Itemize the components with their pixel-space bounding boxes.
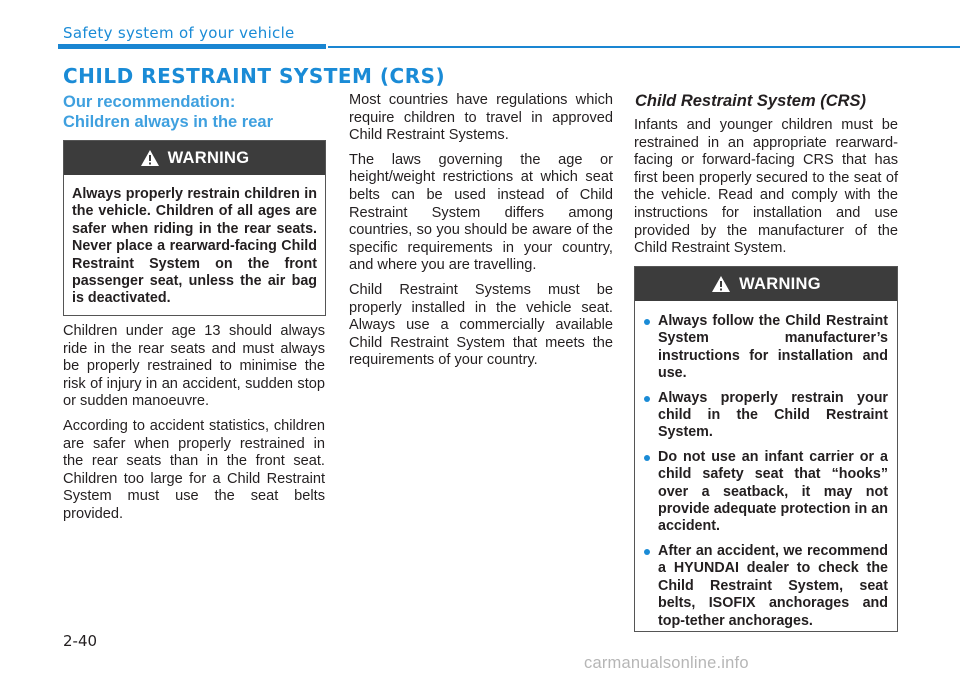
warning-box-crs — [634, 266, 898, 632]
subheading-line-2: Children always in the rear — [63, 113, 273, 131]
warning-header — [635, 267, 897, 301]
section-label: Safety system of your vehicle — [63, 24, 295, 42]
paragraph: The laws governing the age or height/weight restrictions at which seat belts can be used instead of Child Restraint System differs among countries, so you should be aware of the specific requirements in your country, and where you are travelling. — [349, 151, 613, 274]
paragraph: Infants and younger children must be restrained in an appropriate rearward-facing or forward-facing CRS that has first been properly secured to the seat of the vehicle. Read and comply with the instructions for installation and use provided by the manufacturer of the Child Restraint System. — [634, 117, 898, 257]
column2-body — [349, 92, 613, 377]
page-number: 2-40 — [63, 632, 98, 650]
warning-item: After an accident, we recommend a HYUNDAI dealer to check the Child Restraint System, seat belts, ISOFIX anchorages and top-tether anchorages. — [644, 543, 888, 630]
warning-triangle-icon — [711, 275, 731, 293]
column3-body — [634, 117, 898, 265]
bullet-icon — [644, 455, 650, 461]
paragraph: According to accident statistics, children are safer when properly restrained in the rear seats than in the front seat. Children too large for a Child Restraint System must use the seat belts provided. — [63, 417, 325, 522]
column1-subheading — [63, 92, 325, 132]
header-rule — [328, 46, 960, 48]
warning-item: Always follow the Child Restraint System manufacturer’s instructions for installation and use. — [644, 313, 888, 383]
warning-item: Always properly restrain your child in the Child Restraint System. — [644, 390, 888, 442]
paragraph: Child Restraint Systems must be properly installed in the vehicle seat. Always use a commercially available Child Restraint System that meets the requirements of your country. — [349, 281, 613, 369]
page-title: CHILD RESTRAINT SYSTEM (CRS) — [63, 64, 446, 88]
warning-text: Always properly restrain children in the vehicle. Children of all ages are safer when riding in the rear seats. Never place a rearward-facing Child Restraint System on the front passenger seat, unless the air bag is deactivated. — [72, 186, 317, 307]
warning-triangle-icon — [140, 149, 160, 167]
bullet-icon — [644, 319, 650, 325]
warning-label: WARNING — [739, 274, 821, 293]
paragraph: Most countries have regulations which require children to travel in approved Child Restraint Systems. — [349, 92, 613, 144]
warning-label: WARNING — [167, 148, 250, 167]
bullet-icon — [644, 549, 650, 555]
column3-heading: Child Restraint System (CRS) — [635, 92, 867, 110]
paragraph: Children under age 13 should always ride in the rear seats and must always be properly restrained to minimise the risk of injury in an accident, sudden stop or sudden manoeuvre. — [63, 323, 325, 410]
column1-body — [63, 323, 325, 531]
watermark: carmanualsonline.info — [584, 654, 749, 672]
warning-box-rear-seats — [63, 140, 326, 316]
bullet-icon — [644, 396, 650, 402]
subheading-line-1: Our recommendation: — [63, 93, 236, 111]
warning-header — [64, 141, 325, 175]
warning-item: Do not use an infant carrier or a child safety seat that “hooks” over a seatback, it may not provide adequate protection in an accident. — [644, 449, 888, 536]
warning-list — [635, 301, 897, 630]
header-accent-bar — [58, 44, 326, 49]
